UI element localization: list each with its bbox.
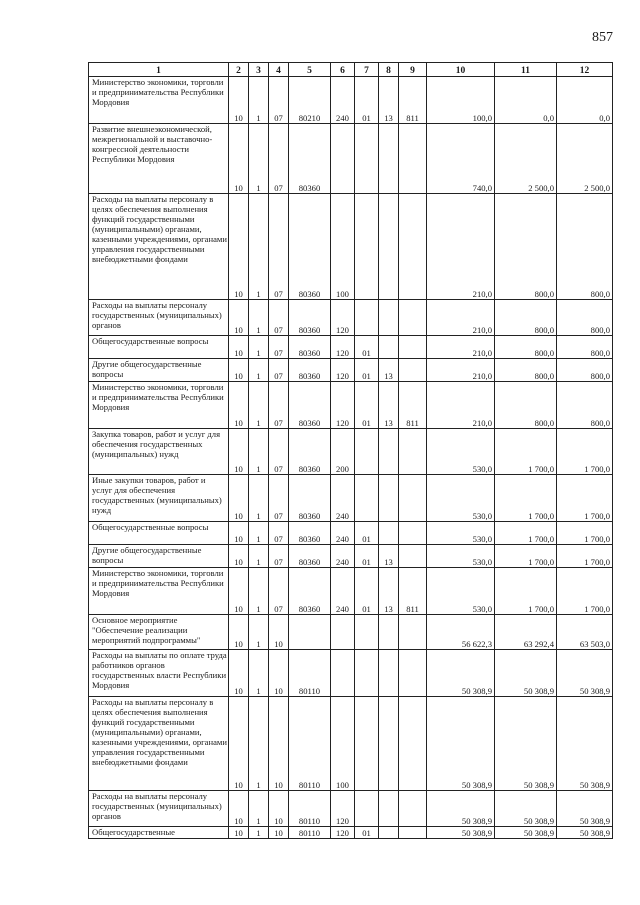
amount-12-cell: 0,0 bbox=[557, 77, 613, 124]
amount-10-cell: 50 308,9 bbox=[427, 650, 495, 697]
code-5-cell bbox=[289, 615, 331, 650]
code-3-cell: 1 bbox=[249, 827, 269, 839]
code-3-cell: 1 bbox=[249, 124, 269, 194]
amount-10-cell: 530,0 bbox=[427, 429, 495, 475]
code-7-cell: 01 bbox=[355, 568, 379, 615]
code-4-cell: 07 bbox=[269, 568, 289, 615]
code-5-cell: 80360 bbox=[289, 475, 331, 522]
row-name-cell: Развитие внешнеэкономической, межрегиональной и выставочно-конгрессной деятельности Республики Мордовия bbox=[89, 124, 229, 194]
code-2-cell: 10 bbox=[229, 429, 249, 475]
amount-12-cell: 63 503,0 bbox=[557, 615, 613, 650]
code-4-cell: 07 bbox=[269, 336, 289, 359]
code-2-cell: 10 bbox=[229, 359, 249, 382]
code-5-cell: 80360 bbox=[289, 359, 331, 382]
code-7-cell bbox=[355, 475, 379, 522]
code-2-cell: 10 bbox=[229, 568, 249, 615]
column-header: 8 bbox=[379, 63, 399, 77]
amount-11-cell: 50 308,9 bbox=[495, 697, 557, 791]
amount-12-cell: 1 700,0 bbox=[557, 475, 613, 522]
code-2-cell: 10 bbox=[229, 300, 249, 336]
code-9-cell bbox=[399, 545, 427, 568]
code-5-cell: 80360 bbox=[289, 336, 331, 359]
code-2-cell: 10 bbox=[229, 475, 249, 522]
code-5-cell: 80110 bbox=[289, 650, 331, 697]
code-6-cell bbox=[331, 650, 355, 697]
code-5-cell: 80360 bbox=[289, 429, 331, 475]
code-4-cell: 07 bbox=[269, 300, 289, 336]
amount-11-cell: 50 308,9 bbox=[495, 791, 557, 827]
code-9-cell bbox=[399, 300, 427, 336]
amount-12-cell: 1 700,0 bbox=[557, 545, 613, 568]
amount-11-cell: 1 700,0 bbox=[495, 429, 557, 475]
code-3-cell: 1 bbox=[249, 545, 269, 568]
code-3-cell: 1 bbox=[249, 194, 269, 300]
code-6-cell: 120 bbox=[331, 359, 355, 382]
amount-10-cell: 530,0 bbox=[427, 522, 495, 545]
code-7-cell bbox=[355, 429, 379, 475]
table-row bbox=[89, 568, 613, 615]
code-9-cell bbox=[399, 791, 427, 827]
row-name-cell: Другие общегосударственные вопросы bbox=[89, 545, 229, 568]
code-5-cell: 80360 bbox=[289, 194, 331, 300]
code-4-cell: 10 bbox=[269, 697, 289, 791]
amount-12-cell: 1 700,0 bbox=[557, 568, 613, 615]
column-header: 9 bbox=[399, 63, 427, 77]
code-4-cell: 10 bbox=[269, 615, 289, 650]
table-row bbox=[89, 77, 613, 124]
amount-12-cell: 800,0 bbox=[557, 336, 613, 359]
amount-10-cell: 50 308,9 bbox=[427, 697, 495, 791]
column-header: 11 bbox=[495, 63, 557, 77]
code-6-cell: 240 bbox=[331, 77, 355, 124]
amount-10-cell: 210,0 bbox=[427, 194, 495, 300]
amount-11-cell: 800,0 bbox=[495, 300, 557, 336]
column-header: 6 bbox=[331, 63, 355, 77]
code-6-cell: 100 bbox=[331, 697, 355, 791]
row-name-cell: Другие общегосударственные вопросы bbox=[89, 359, 229, 382]
column-header: 10 bbox=[427, 63, 495, 77]
code-6-cell: 120 bbox=[331, 382, 355, 429]
amount-10-cell: 210,0 bbox=[427, 336, 495, 359]
table-row bbox=[89, 827, 613, 839]
code-4-cell: 07 bbox=[269, 124, 289, 194]
code-8-cell: 13 bbox=[379, 568, 399, 615]
row-name-cell: Расходы на выплаты персоналу государственных (муниципальных) органов bbox=[89, 300, 229, 336]
code-9-cell bbox=[399, 336, 427, 359]
row-name-cell: Расходы на выплаты персоналу в целях обеспечения выполнения функций государственными (муниципальными) органами, казенными учреждениями, органами управления государственными внебюджетными фондами bbox=[89, 194, 229, 300]
code-2-cell: 10 bbox=[229, 124, 249, 194]
code-8-cell bbox=[379, 650, 399, 697]
code-5-cell: 80110 bbox=[289, 827, 331, 839]
row-name-cell: Министерство экономики, торговли и предпринимательства Республики Мордовия bbox=[89, 568, 229, 615]
amount-11-cell: 800,0 bbox=[495, 359, 557, 382]
column-header: 3 bbox=[249, 63, 269, 77]
amount-11-cell: 1 700,0 bbox=[495, 522, 557, 545]
column-header: 12 bbox=[557, 63, 613, 77]
page-number: 857 bbox=[592, 30, 613, 45]
amount-11-cell: 800,0 bbox=[495, 336, 557, 359]
code-2-cell: 10 bbox=[229, 827, 249, 839]
code-3-cell: 1 bbox=[249, 300, 269, 336]
code-4-cell: 07 bbox=[269, 77, 289, 124]
code-3-cell: 1 bbox=[249, 429, 269, 475]
code-9-cell bbox=[399, 650, 427, 697]
code-7-cell bbox=[355, 791, 379, 827]
code-4-cell: 10 bbox=[269, 650, 289, 697]
code-2-cell: 10 bbox=[229, 545, 249, 568]
amount-12-cell: 800,0 bbox=[557, 382, 613, 429]
amount-10-cell: 530,0 bbox=[427, 475, 495, 522]
amount-11-cell: 800,0 bbox=[495, 194, 557, 300]
code-7-cell bbox=[355, 615, 379, 650]
code-7-cell: 01 bbox=[355, 382, 379, 429]
code-9-cell: 811 bbox=[399, 77, 427, 124]
code-8-cell bbox=[379, 522, 399, 545]
code-9-cell bbox=[399, 194, 427, 300]
amount-10-cell: 210,0 bbox=[427, 300, 495, 336]
code-8-cell bbox=[379, 194, 399, 300]
table-body bbox=[89, 77, 613, 839]
row-name-cell: Министерство экономики, торговли и предпринимательства Республики Мордовия bbox=[89, 382, 229, 429]
table-row bbox=[89, 300, 613, 336]
table-row bbox=[89, 545, 613, 568]
amount-11-cell: 1 700,0 bbox=[495, 545, 557, 568]
amount-10-cell: 56 622,3 bbox=[427, 615, 495, 650]
code-2-cell: 10 bbox=[229, 194, 249, 300]
code-5-cell: 80360 bbox=[289, 382, 331, 429]
table-row bbox=[89, 615, 613, 650]
code-7-cell: 01 bbox=[355, 545, 379, 568]
code-4-cell: 10 bbox=[269, 791, 289, 827]
code-7-cell: 01 bbox=[355, 522, 379, 545]
table-row bbox=[89, 124, 613, 194]
code-9-cell bbox=[399, 124, 427, 194]
amount-12-cell: 50 308,9 bbox=[557, 791, 613, 827]
code-3-cell: 1 bbox=[249, 791, 269, 827]
code-4-cell: 07 bbox=[269, 429, 289, 475]
code-8-cell: 13 bbox=[379, 545, 399, 568]
table-row bbox=[89, 522, 613, 545]
code-4-cell: 07 bbox=[269, 359, 289, 382]
code-3-cell: 1 bbox=[249, 568, 269, 615]
code-8-cell bbox=[379, 791, 399, 827]
code-6-cell: 120 bbox=[331, 300, 355, 336]
table-row bbox=[89, 194, 613, 300]
amount-12-cell: 1 700,0 bbox=[557, 429, 613, 475]
code-5-cell: 80110 bbox=[289, 791, 331, 827]
code-6-cell bbox=[331, 615, 355, 650]
amount-12-cell: 800,0 bbox=[557, 194, 613, 300]
code-7-cell bbox=[355, 124, 379, 194]
amount-12-cell: 50 308,9 bbox=[557, 827, 613, 839]
code-9-cell bbox=[399, 615, 427, 650]
amount-12-cell: 2 500,0 bbox=[557, 124, 613, 194]
code-7-cell: 01 bbox=[355, 77, 379, 124]
code-5-cell: 80360 bbox=[289, 300, 331, 336]
code-8-cell bbox=[379, 300, 399, 336]
code-9-cell: 811 bbox=[399, 568, 427, 615]
code-2-cell: 10 bbox=[229, 697, 249, 791]
code-3-cell: 1 bbox=[249, 697, 269, 791]
code-5-cell: 80360 bbox=[289, 522, 331, 545]
code-9-cell bbox=[399, 697, 427, 791]
code-2-cell: 10 bbox=[229, 336, 249, 359]
amount-11-cell: 1 700,0 bbox=[495, 568, 557, 615]
code-7-cell bbox=[355, 697, 379, 791]
row-name-cell: Расходы на выплаты по оплате труда работников органов государственных власти Республики Мордовия bbox=[89, 650, 229, 697]
row-name-cell: Общегосударственные вопросы bbox=[89, 336, 229, 359]
code-7-cell: 01 bbox=[355, 359, 379, 382]
code-4-cell: 07 bbox=[269, 382, 289, 429]
code-6-cell bbox=[331, 124, 355, 194]
header-row bbox=[89, 63, 613, 77]
column-header: 7 bbox=[355, 63, 379, 77]
code-3-cell: 1 bbox=[249, 615, 269, 650]
table-row bbox=[89, 475, 613, 522]
code-3-cell: 1 bbox=[249, 77, 269, 124]
table-row bbox=[89, 359, 613, 382]
code-9-cell bbox=[399, 522, 427, 545]
code-2-cell: 10 bbox=[229, 791, 249, 827]
code-8-cell bbox=[379, 429, 399, 475]
code-4-cell: 07 bbox=[269, 194, 289, 300]
column-header: 1 bbox=[89, 63, 229, 77]
code-6-cell: 120 bbox=[331, 791, 355, 827]
code-6-cell: 120 bbox=[331, 336, 355, 359]
amount-10-cell: 210,0 bbox=[427, 382, 495, 429]
code-2-cell: 10 bbox=[229, 650, 249, 697]
code-9-cell: 811 bbox=[399, 382, 427, 429]
amount-12-cell: 800,0 bbox=[557, 359, 613, 382]
code-6-cell: 240 bbox=[331, 568, 355, 615]
row-name-cell: Министерство экономики, торговли и предпринимательства Республики Мордовия bbox=[89, 77, 229, 124]
code-5-cell: 80360 bbox=[289, 124, 331, 194]
code-8-cell bbox=[379, 475, 399, 522]
code-2-cell: 10 bbox=[229, 615, 249, 650]
amount-12-cell: 1 700,0 bbox=[557, 522, 613, 545]
table-row bbox=[89, 382, 613, 429]
row-name-cell: Закупка товаров, работ и услуг для обеспечения государственных (муниципальных) нужд bbox=[89, 429, 229, 475]
amount-10-cell: 530,0 bbox=[427, 545, 495, 568]
code-3-cell: 1 bbox=[249, 475, 269, 522]
code-7-cell: 01 bbox=[355, 336, 379, 359]
code-5-cell: 80110 bbox=[289, 697, 331, 791]
amount-10-cell: 100,0 bbox=[427, 77, 495, 124]
code-2-cell: 10 bbox=[229, 77, 249, 124]
amount-10-cell: 50 308,9 bbox=[427, 827, 495, 839]
table-row bbox=[89, 336, 613, 359]
amount-11-cell: 1 700,0 bbox=[495, 475, 557, 522]
code-7-cell bbox=[355, 650, 379, 697]
code-6-cell: 240 bbox=[331, 475, 355, 522]
row-name-cell: Расходы на выплаты персоналу в целях обеспечения выполнения функций государственными (муниципальными) органами, казенными учреждениями, органами управления государственными внебюджетными фондами bbox=[89, 697, 229, 791]
code-8-cell bbox=[379, 615, 399, 650]
code-4-cell: 07 bbox=[269, 475, 289, 522]
code-5-cell: 80360 bbox=[289, 568, 331, 615]
code-8-cell bbox=[379, 697, 399, 791]
row-name-cell: Основное мероприятие "Обеспечение реализации мероприятий подпрограммы" bbox=[89, 615, 229, 650]
code-4-cell: 10 bbox=[269, 827, 289, 839]
code-7-cell: 01 bbox=[355, 827, 379, 839]
code-8-cell bbox=[379, 124, 399, 194]
amount-12-cell: 50 308,9 bbox=[557, 697, 613, 791]
amount-12-cell: 50 308,9 bbox=[557, 650, 613, 697]
code-4-cell: 07 bbox=[269, 545, 289, 568]
code-6-cell: 240 bbox=[331, 522, 355, 545]
amount-11-cell: 50 308,9 bbox=[495, 827, 557, 839]
amount-12-cell: 800,0 bbox=[557, 300, 613, 336]
code-8-cell bbox=[379, 336, 399, 359]
code-6-cell: 200 bbox=[331, 429, 355, 475]
code-6-cell: 100 bbox=[331, 194, 355, 300]
code-8-cell: 13 bbox=[379, 382, 399, 429]
code-5-cell: 80210 bbox=[289, 77, 331, 124]
amount-11-cell: 0,0 bbox=[495, 77, 557, 124]
code-5-cell: 80360 bbox=[289, 545, 331, 568]
amount-10-cell: 530,0 bbox=[427, 568, 495, 615]
code-9-cell bbox=[399, 429, 427, 475]
code-9-cell bbox=[399, 827, 427, 839]
code-3-cell: 1 bbox=[249, 382, 269, 429]
row-name-cell: Иные закупки товаров, работ и услуг для обеспечения государственных (муниципальных) нужд bbox=[89, 475, 229, 522]
column-header: 4 bbox=[269, 63, 289, 77]
code-2-cell: 10 bbox=[229, 382, 249, 429]
code-9-cell bbox=[399, 475, 427, 522]
code-3-cell: 1 bbox=[249, 336, 269, 359]
budget-table bbox=[88, 62, 613, 839]
amount-11-cell: 50 308,9 bbox=[495, 650, 557, 697]
code-4-cell: 07 bbox=[269, 522, 289, 545]
code-3-cell: 1 bbox=[249, 359, 269, 382]
code-7-cell bbox=[355, 194, 379, 300]
row-name-cell: Общегосударственные вопросы bbox=[89, 522, 229, 545]
code-6-cell: 240 bbox=[331, 545, 355, 568]
code-6-cell: 120 bbox=[331, 827, 355, 839]
amount-10-cell: 50 308,9 bbox=[427, 791, 495, 827]
code-8-cell bbox=[379, 827, 399, 839]
table-row bbox=[89, 791, 613, 827]
row-name-cell: Расходы на выплаты персоналу государственных (муниципальных) органов bbox=[89, 791, 229, 827]
code-8-cell: 13 bbox=[379, 359, 399, 382]
code-7-cell bbox=[355, 300, 379, 336]
row-name-cell: Общегосударственные bbox=[89, 827, 229, 839]
table-row bbox=[89, 650, 613, 697]
amount-10-cell: 740,0 bbox=[427, 124, 495, 194]
column-header: 2 bbox=[229, 63, 249, 77]
code-3-cell: 1 bbox=[249, 650, 269, 697]
column-header: 5 bbox=[289, 63, 331, 77]
amount-11-cell: 800,0 bbox=[495, 382, 557, 429]
code-8-cell: 13 bbox=[379, 77, 399, 124]
table-row bbox=[89, 429, 613, 475]
amount-10-cell: 210,0 bbox=[427, 359, 495, 382]
amount-11-cell: 63 292,4 bbox=[495, 615, 557, 650]
table-row bbox=[89, 697, 613, 791]
code-3-cell: 1 bbox=[249, 522, 269, 545]
amount-11-cell: 2 500,0 bbox=[495, 124, 557, 194]
code-2-cell: 10 bbox=[229, 522, 249, 545]
code-9-cell bbox=[399, 359, 427, 382]
